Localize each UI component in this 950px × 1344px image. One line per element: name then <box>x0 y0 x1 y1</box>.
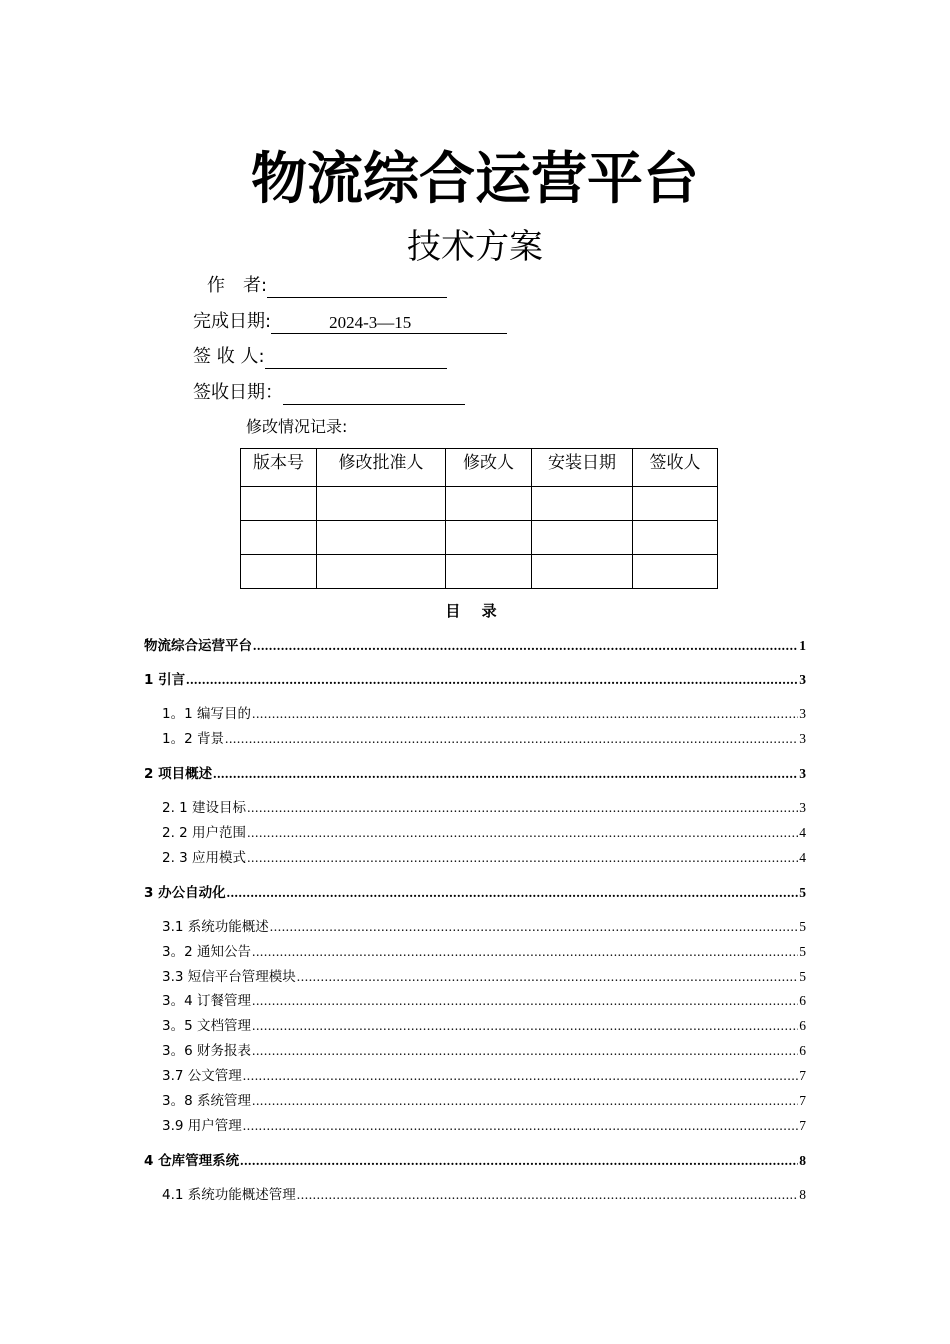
toc-page-number: 1 <box>799 638 806 653</box>
sign-date-value <box>283 384 465 405</box>
toc-leader <box>243 1117 798 1135</box>
toc-entry-text: 1 引言 <box>144 672 186 688</box>
toc-leader <box>227 884 799 902</box>
author-label: 作 者: <box>207 275 268 296</box>
toc-leader <box>252 1042 798 1060</box>
toc-entry[interactable] <box>162 968 806 986</box>
toc-leader <box>252 705 798 723</box>
table-cell <box>633 487 718 521</box>
toc-entry[interactable] <box>162 1186 806 1204</box>
toc-page-number: 5 <box>799 969 806 984</box>
table-cell <box>446 521 532 555</box>
toc-entry-text: 2. 3 应用模式 <box>162 850 247 866</box>
toc-page-number: 3 <box>799 731 806 746</box>
toc-page-number: 6 <box>799 1018 806 1033</box>
table-cell <box>241 487 317 521</box>
revision-header-install-date: 安装日期 <box>532 449 633 487</box>
table-cell <box>317 487 446 521</box>
table-cell <box>446 487 532 521</box>
table-cell <box>241 555 317 589</box>
toc-entry[interactable] <box>162 849 806 867</box>
toc-page-number: 8 <box>799 1187 806 1202</box>
toc-page-number: 6 <box>799 1043 806 1058</box>
toc-entry[interactable] <box>162 799 806 817</box>
table-cell <box>241 521 317 555</box>
table-cell <box>446 555 532 589</box>
toc-entry-text: 1。1 编写目的 <box>162 706 251 722</box>
toc-entry[interactable] <box>162 1117 806 1135</box>
toc-entry[interactable] <box>162 1092 806 1110</box>
toc-leader <box>186 671 798 689</box>
toc-entry[interactable] <box>144 884 806 902</box>
toc-entry[interactable] <box>162 992 806 1010</box>
toc-leader <box>270 918 798 936</box>
toc-page-number: 3 <box>799 672 806 687</box>
toc-entry-text: 3。5 文档管理 <box>162 1018 251 1034</box>
completion-date-value <box>271 313 507 334</box>
receiver-field <box>193 345 447 369</box>
table-cell <box>633 555 718 589</box>
toc-page-number: 3 <box>799 800 806 815</box>
completion-date-label: 完成日期: <box>193 311 272 332</box>
toc-heading: 目 录 <box>445 602 505 620</box>
toc-page-number: 4 <box>799 850 806 865</box>
completion-date-text: 2024-3—15 <box>329 313 412 332</box>
toc-entry[interactable] <box>162 730 806 748</box>
toc-entry-text: 3.1 系统功能概述 <box>162 919 269 935</box>
revision-header-row <box>241 449 718 487</box>
completion-date-field <box>193 310 507 334</box>
toc-entry-text: 2. 2 用户范围 <box>162 825 247 841</box>
revision-header-version: 版本号 <box>241 449 317 487</box>
toc-leader <box>240 1152 798 1170</box>
toc-entry[interactable] <box>162 1042 806 1060</box>
toc-leader <box>225 730 798 748</box>
toc-leader <box>252 992 798 1010</box>
toc-leader <box>247 824 798 842</box>
revision-header-receiver: 签收人 <box>633 449 718 487</box>
toc-page-number: 3 <box>799 706 806 721</box>
toc-entry-text: 3。8 系统管理 <box>162 1093 251 1109</box>
author-value <box>267 277 447 298</box>
toc-entry-text: 3 办公自动化 <box>144 885 226 901</box>
toc-page-number: 8 <box>799 1153 806 1168</box>
toc-entry[interactable] <box>162 824 806 842</box>
toc-entry-text: 3.7 公文管理 <box>162 1068 242 1084</box>
toc-entry[interactable] <box>162 1017 806 1035</box>
revision-header-modifier: 修改人 <box>446 449 532 487</box>
toc-page-number: 4 <box>799 825 806 840</box>
toc-entry[interactable] <box>144 637 806 655</box>
toc-page-number: 5 <box>799 944 806 959</box>
toc-leader <box>213 765 798 783</box>
toc-entry-text: 3。2 通知公告 <box>162 944 251 960</box>
toc-entry-text: 3。4 订餐管理 <box>162 993 251 1009</box>
toc-leader <box>297 968 798 986</box>
author-field <box>207 274 447 298</box>
table-cell <box>532 555 633 589</box>
toc-entry[interactable] <box>162 705 806 723</box>
toc-entry-text: 物流综合运营平台 <box>144 638 252 654</box>
toc-entry-text: 3。6 财务报表 <box>162 1043 251 1059</box>
toc-entry-text: 4.1 系统功能概述管理 <box>162 1187 296 1203</box>
table-cell <box>633 521 718 555</box>
toc-entry[interactable] <box>144 671 806 689</box>
revision-caption: 修改情况记录: <box>246 417 348 436</box>
toc-leader <box>253 637 798 655</box>
document-subtitle: 技术方案 <box>407 227 543 267</box>
table-cell <box>317 555 446 589</box>
toc-leader <box>243 1067 798 1085</box>
receiver-label: 签 收 人: <box>193 346 265 367</box>
toc-leader <box>247 799 798 817</box>
toc-leader <box>252 1017 798 1035</box>
revision-table <box>240 448 718 589</box>
toc-page-number: 7 <box>799 1118 806 1133</box>
receiver-value <box>265 348 447 369</box>
table-cell <box>532 521 633 555</box>
table-row <box>241 521 718 555</box>
toc-entry[interactable] <box>162 943 806 961</box>
toc-page-number: 5 <box>799 885 806 900</box>
table-cell <box>317 521 446 555</box>
toc-page-number: 5 <box>799 919 806 934</box>
table-row <box>241 487 718 521</box>
toc-entry-text: 2 项目概述 <box>144 766 213 782</box>
toc-entry-text: 3.3 短信平台管理模块 <box>162 969 296 985</box>
toc-entry[interactable] <box>162 918 806 936</box>
sign-date-label: 签收日期： <box>193 382 283 403</box>
toc-entry-text: 2. 1 建设目标 <box>162 800 247 816</box>
toc-page-number: 6 <box>799 993 806 1008</box>
table-cell <box>532 487 633 521</box>
sign-date-field <box>193 381 465 405</box>
toc-entry-text: 4 仓库管理系统 <box>144 1153 240 1169</box>
table-row <box>241 555 718 589</box>
toc-leader <box>252 943 798 961</box>
toc-entry[interactable] <box>144 1152 806 1170</box>
toc-entry[interactable] <box>162 1067 806 1085</box>
document-title: 物流综合运营平台 <box>251 147 699 212</box>
toc-leader <box>252 1092 798 1110</box>
toc-entry-text: 1。2 背景 <box>162 731 224 747</box>
toc-entry[interactable] <box>144 765 806 783</box>
toc-page-number: 7 <box>799 1068 806 1083</box>
toc-leader <box>297 1186 798 1204</box>
toc-page-number: 3 <box>799 766 806 781</box>
toc-entry-text: 3.9 用户管理 <box>162 1118 242 1134</box>
revision-header-approver: 修改批准人 <box>317 449 446 487</box>
toc-page-number: 7 <box>799 1093 806 1108</box>
toc-leader <box>247 849 798 867</box>
